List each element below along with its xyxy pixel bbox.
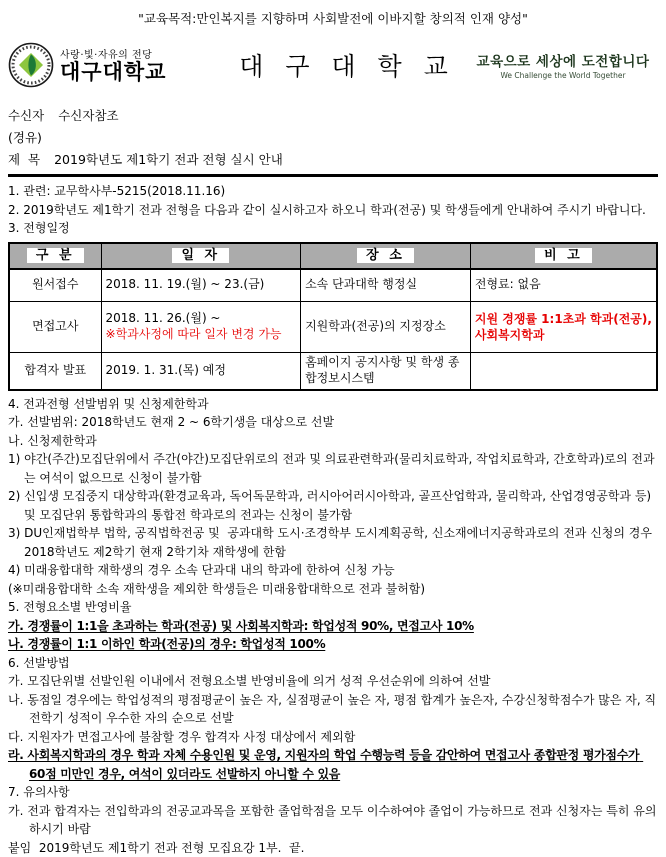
letterhead — [8, 37, 658, 93]
item-6d-highlight: 라. 사회복지학과의 경우 학과 자체 수용인원 및 운영, 지원자의 학업 수행능력 등을 감안하여 면접고사 종합판정 평가점수가 60점 미만인 경우, 여석이 있더라도 선발하지 아니할 수 있음 — [8, 746, 658, 783]
university-logo — [8, 42, 226, 88]
recipient-value: 수신자참조 — [58, 108, 118, 123]
item-4b-4-note: (※미래융합대학 소속 재학생을 제외한 학생들은 미래융합대학으로 전과 불허함) — [8, 580, 658, 599]
cell-place: 소속 단과대학 행정실 — [301, 269, 471, 302]
table-header-row — [9, 243, 657, 269]
cell-note: 지원 경쟁률 1:1초과 학과(전공), 사회복지학과 — [470, 301, 657, 352]
col-header-date: 일 자 — [101, 243, 301, 269]
table-row-interview — [9, 301, 657, 352]
interview-date-warning: ※학과사정에 따라 일자 변경 가능 — [106, 327, 297, 343]
item-5a-highlight: 가. 경쟁률이 1:1을 초과하는 학과(전공) 및 사회복지학과: 학업성적 90%, 면접고사 10% — [8, 617, 658, 636]
cell-date: 2018. 11. 19.(월) ~ 23.(금) — [101, 269, 301, 302]
recipient-label: 수신자 — [8, 108, 44, 123]
university-slogan — [468, 50, 658, 80]
intro-related: 1. 관련: 교무학사부-5215(2018.11.16) — [8, 182, 658, 201]
cell-category: 합격자 발표 — [9, 352, 101, 390]
title-divider — [8, 174, 658, 177]
cell-category: 원서접수 — [9, 269, 101, 302]
subject-line — [8, 149, 658, 171]
university-title: 대 구 대 학 교 — [226, 47, 468, 83]
attachment-line: 붙임 2019학년도 제1학기 전과 전형 모집요강 1부. 끝. — [8, 839, 658, 857]
via-line: (경유) — [8, 127, 658, 149]
slogan-korean: 교육으로 세상에 도전합니다 — [468, 50, 658, 70]
interview-date: 2018. 11. 26.(월) ~ — [106, 311, 297, 327]
item-4b-4: 4) 미래융합대학 재학생의 경우 소속 단과대 내의 학과에 한하여 신청 가능 — [8, 561, 658, 580]
cell-date: 2019. 1. 31.(목) 예정 — [101, 352, 301, 390]
section-7-title: 7. 유의사항 — [8, 783, 658, 802]
item-4b-1: 1) 야간(주간)모집단위에서 주간(야간)모집단위로의 전과 및 의료관련학과(물리치료학과, 작업치료학과, 간호학과)로의 전과는 여석이 없으므로 신청이 불가함 — [8, 450, 658, 487]
university-seal-icon — [8, 42, 54, 88]
item-7a: 가. 전과 합격자는 전입학과의 전공교과목을 포함한 졸업학점을 모두 이수하여야 졸업이 가능하므로 전과 신청자는 특히 유의하시기 바람 — [8, 802, 658, 839]
item-6b: 나. 동점일 경우에는 학업성적의 평점평균이 높은 자, 실점평균이 높은 자, 평점 합계가 높은자, 수강신청학점수가 많은 자, 직전학기 성적이 우수한 자의 순으로 선발 — [8, 691, 658, 728]
slogan-english: We Challenge the World Together — [468, 71, 658, 80]
cell-place: 지원학과(전공)의 지정장소 — [301, 301, 471, 352]
motto-quote: "교육목적:만인복지를 지향하며 사회발전에 이바지할 창의적 인재 양성" — [8, 9, 658, 27]
item-6c: 다. 지원자가 면접고사에 불참할 경우 합격자 사정 대상에서 제외함 — [8, 728, 658, 747]
section-4-title: 4. 전과전형 선발범위 및 신청제한학과 — [8, 395, 658, 414]
item-5b-highlight: 나. 경쟁률이 1:1 이하인 학과(전공)의 경우: 학업성적 100% — [8, 635, 658, 654]
document-body — [8, 182, 658, 857]
section-3-title: 3. 전형일정 — [8, 219, 658, 238]
item-6a: 가. 모집단위별 선발인원 이내에서 전형요소별 반영비율에 의거 성적 우선순위에 의하여 선발 — [8, 672, 658, 691]
section-5-title: 5. 전형요소별 반영비율 — [8, 598, 658, 617]
col-header-place: 장 소 — [301, 243, 471, 269]
item-4a: 가. 선발범위: 2018학년도 현재 2 ~ 6학기생을 대상으로 선발 — [8, 413, 658, 432]
col-header-note: 비 고 — [470, 243, 657, 269]
table-row-application — [9, 269, 657, 302]
schedule-table — [8, 242, 658, 391]
intro-notice: 2. 2019학년도 제1학기 전과 전형을 다음과 같이 실시하고자 하오니 학과(전공) 및 학생들에게 안내하여 주시기 바랍니다. — [8, 201, 658, 220]
logo-text — [60, 46, 166, 84]
item-4b: 나. 신청제한학과 — [8, 432, 658, 451]
cell-place: 홈페이지 공지사항 및 학생 종합정보시스템 — [301, 352, 471, 390]
table-row-announcement — [9, 352, 657, 390]
item-4b-3: 3) DU인재법학부 법학, 공직법학전공 및 공과대학 도시·조경학부 도시계획공학, 신소재에너지공학과로의 전과 신청의 경우 2018학년도 제2학기 현재 2학기차 재학생에 한함 — [8, 524, 658, 561]
item-4b-2: 2) 신입생 모집중지 대상학과(환경교육과, 독어독문학과, 러시아어러시아학과, 골프산업학과, 물리학과, 산업경영공학과 등) 및 모집단위 통합학과의 통합전 학과로의 전과는 신청이 불가함 — [8, 487, 658, 524]
cell-date — [101, 301, 301, 352]
cell-note: 전형료: 없음 — [470, 269, 657, 302]
recipient-line — [8, 105, 658, 127]
cell-category: 면접고사 — [9, 301, 101, 352]
logo-tagline: 사랑·빛·자유의 전당 — [60, 46, 166, 61]
subject-label: 제 목 — [8, 152, 40, 167]
document-meta — [8, 105, 658, 171]
cell-note — [470, 352, 657, 390]
logo-name: 대구대학교 — [60, 61, 166, 84]
col-header-category: 구 분 — [9, 243, 101, 269]
subject-value: 2019학년도 제1학기 전과 전형 실시 안내 — [54, 152, 283, 167]
section-6-title: 6. 선발방법 — [8, 654, 658, 673]
